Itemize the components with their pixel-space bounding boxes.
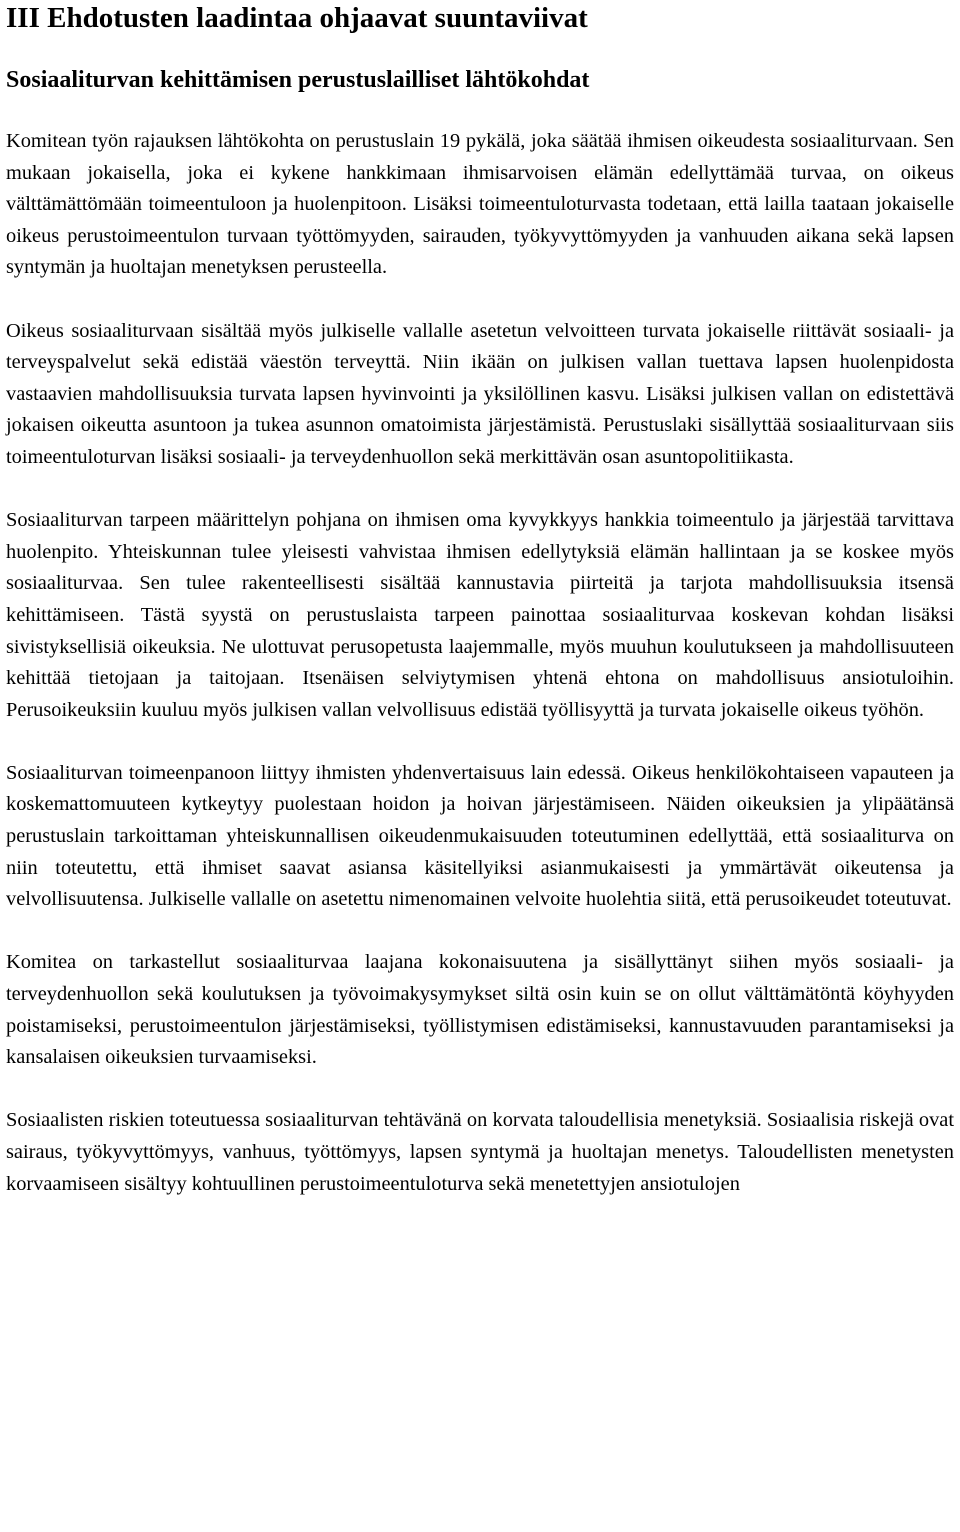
paragraph-social-risks: Sosiaalisten riskien toteutuessa sosiaaliturvan tehtävänä on korvata taloudellisia menetyksiä. Sosiaalisia riskejä ovat sairaus, työkyvyttömyys, vanhuus, työttömyys, lapsen syntymä ja huoltajan menetys. Taloudellisten menetysten korvaamiseen sisältyy kohtuullinen perustoimeentuloturva sekä menetettyjen ansiotulojen xyxy=(6,1109,954,1195)
document-page xyxy=(6,0,954,1200)
paragraph-committee-scope: Komitea on tarkastellut sosiaaliturvaa laajana kokonaisuutena ja sisällyttänyt siihen myös sosiaali- ja terveydenhuollon sekä koulutuksen ja työvoimakysymykset siltä osin kuin se on ollut välttämätöntä köyhyyden poistamiseksi, perustoimeentulon järjestämiseksi, työllistymisen edistämiseksi, kannustavuuden parantamiseksi ja kansalaisen oikeuksien turvaamiseksi. xyxy=(6,951,954,1069)
chapter-heading: III Ehdotusten laadintaa ohjaavat suuntaviivat xyxy=(6,2,588,34)
paragraph-public-obligations: Oikeus sosiaaliturvaan sisältää myös julkiselle vallalle asetetun velvoitteen turvata jokaiselle riittävät sosiaali- ja terveyspalvelut sekä edistää väestön terveyttä. Niin ikään on julkisen vallan tuettava lapsen huolenpidosta vastaavien mahdollisuuksia turvata lapsen hyvinvointi ja yksilöllinen kasvu. Lisäksi julkisen vallan on edistettävä jokaisen oikeutta asuntoon ja tukea asunnon omatoimista järjestämistä. Perustuslaki sisällyttää sosiaaliturvaan siis toimeentuloturvan lisäksi sosiaali- ja terveydenhuollon sekä merkittävän osan asuntopolitiikasta. xyxy=(6,319,954,468)
paragraph-equality: Sosiaaliturvan toimeenpanoon liittyy ihmisten yhdenvertaisuus lain edessä. Oikeus henkilökohtaiseen vapauteen ja koskemattomuuteen kytkeytyy puolestaan hoidon ja hoivan järjestämiseen. Näiden oikeuksien ja ylipäätänsä perustuslain tarkoittaman yhteiskunnallisen oikeudenmukaisuuden toteutuminen edellyttää, että sosiaaliturva on niin toteutettu, että ihmiset saavat asiansa käsitellyiksi asianmukaisesti ja ymmärtävät oikeutensa ja velvollisuutensa. Julkiselle vallalle on asetettu nimenomainen velvoite huolehtia siitä, että perusoikeudet toteutuvat. xyxy=(6,761,954,911)
paragraph-constitutional-basis: Komitean työn rajauksen lähtökohta on perustuslain 19 pykälä, joka säätää ihmisen oikeudesta sosiaaliturvaan. Sen mukaan jokaisella, joka ei kykene hankkimaan ihmisarvoisen elämän edellyttämää turvaa, on oikeus välttämättömään toimeentuloon ja huolenpitoon. Lisäksi toimeentuloturvasta todetaan, että lailla taataan jokaiselle oikeus perustoimeentulon turvaan työttömyyden, sairauden, työkyvyttömyyden ja vanhuuden aikana sekä lapsen syntymän ja huoltajan menetyksen perusteella. xyxy=(6,130,954,279)
paragraph-own-capability: Sosiaaliturvan tarpeen määrittelyn pohjana on ihmisen oma kyvykkyys hankkia toimeentulo ja järjestää tarvittava huolenpito. Yhteiskunnan tulee yleisesti vahvistaa ihmisen edellytyksiä elämän hallintaan ja se koskee myös sosiaaliturvaa. Sen tulee rakenteellisesti sisältää kannustavia piirteitä ja tarjota mahdollisuuksia itsensä kehittämiseen. Tästä syystä on perustuslaista tarpeen painottaa sosiaaliturvaa koskevan kohdan lisäksi sivistyksellisiä oikeuksia. Ne ulottuvat perusopetusta laajemmalle, myös muuhun koulutukseen ja mahdollisuuteen kehittää tietojaan ja taitojaan. Itsenäisen selviytymisen yhtenä ehtona on mahdollisuus ansiotuloihin. Perusoikeuksiin kuuluu myös julkisen vallan velvollisuus edistää työllisyyttä ja turvata jokaiselle oikeus työhön. xyxy=(6,509,954,721)
section-heading: Sosiaaliturvan kehittämisen perustuslailliset lähtökohdat xyxy=(6,67,590,93)
